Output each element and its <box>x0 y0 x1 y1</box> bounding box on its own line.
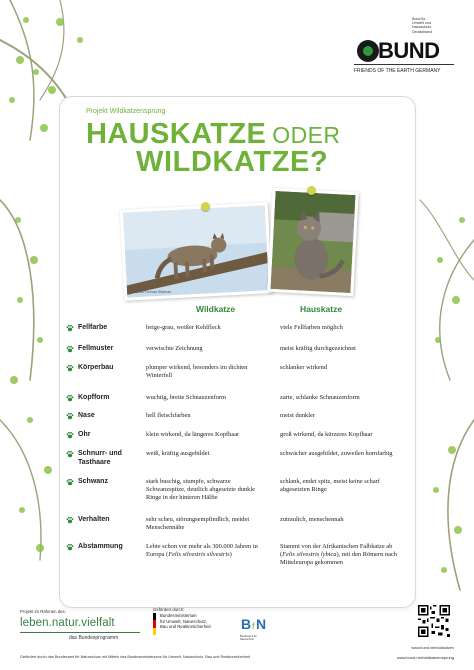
row-value-wildkatze: stark buschig, stumpfe, schwarze Schwanzspitze, deutlich abgesetzte dunkle Ringe in der hinteren Hälfte <box>146 478 255 502</box>
bund-logo <box>354 36 464 80</box>
project-kicker: Projekt Wildkatzensprung <box>86 108 166 115</box>
latin-name: Felis silvestris silvestris <box>168 551 230 559</box>
pin-icon <box>201 202 210 211</box>
housecat-photo <box>267 188 358 296</box>
wildcat-photo <box>120 202 273 301</box>
program-logo: leben.natur.vielfalt <box>20 617 115 629</box>
organization-name-line: Deutschland <box>412 29 432 34</box>
row-value-wildkatze: hell fleischfarben <box>146 412 191 419</box>
funding-credit: Gefördert durch das Bundesamt für Naturschutz mit Mitteln des Bundesministeriums für Umwelt, Naturschutz, Bau und Reaktorsicherheit <box>20 655 251 659</box>
paw-icon <box>66 324 74 332</box>
row-value-wildkatze: beige-grau, weißer Kehlfleck <box>146 324 221 331</box>
page-title-line-2: WILDKATZE? <box>136 146 329 178</box>
row-value-wildkatze: verwischte Zeichnung <box>146 345 203 352</box>
row-value-wildkatze: klein wirkend, da längeres Kopfhaar <box>146 431 240 438</box>
row-value-wildkatze <box>146 543 264 559</box>
row-value-hauskatze: groß wirkend, da kürzeres Kopfhaar <box>280 431 373 438</box>
row-value-wildkatze: sehr scheu, störungsempfindlich, meidet Menschennähe <box>146 516 250 532</box>
row-label: Körperbau <box>78 364 114 371</box>
row-label: Schwanz <box>78 478 108 485</box>
paw-icon <box>66 412 74 420</box>
row-value-hauskatze: schlanker wirkend <box>280 364 328 371</box>
bfn-logo <box>240 614 266 634</box>
row-value-hauskatze: schwächer ausgebildet, zuweilen hornfarbig <box>280 450 393 457</box>
paw-icon <box>66 450 74 458</box>
divider <box>354 64 454 65</box>
row-value-wildkatze: weiß, kräftig ausgebildet <box>146 450 210 457</box>
funded-label: Gefördert durch: <box>153 607 185 612</box>
row-label: Schnurr- und Tasthaare <box>78 450 122 466</box>
svg-text:B: B <box>241 616 252 632</box>
paw-icon <box>66 364 74 372</box>
qr-code[interactable] <box>418 605 450 637</box>
photo-credit: © BUND/Thomas Stephan <box>130 290 172 294</box>
row-label: Fellmuster <box>78 345 114 352</box>
qr-url: www.bund.net/wildkatzen <box>411 646 454 650</box>
organization-name-line: Naturschutz <box>412 25 432 30</box>
ministry-line: Bundesministerium <box>160 613 197 618</box>
row-value-hauskatze: meist kräftig durchgezeichnet <box>280 345 356 352</box>
paw-icon <box>66 478 74 486</box>
row-value-wildkatze: plumper wirkend, besonders im dichten Winterfell <box>146 364 248 380</box>
ministry-line: für Umwelt, Naturschutz, <box>160 618 208 624</box>
abstammung-wild-text: Lebte schon vor mehr als 300.000 Jahren in Europa ( <box>146 543 258 559</box>
row-value-hauskatze: meist dunkler <box>280 412 315 419</box>
row-value-hauskatze <box>280 543 408 568</box>
german-flag-icon <box>153 613 156 635</box>
title-connector: ODER <box>272 122 341 148</box>
svg-text:N: N <box>256 616 266 632</box>
paw-icon <box>66 345 74 353</box>
column-header-hauskatze: Hauskatze <box>300 304 343 314</box>
row-label: Abstammung <box>78 543 123 550</box>
paw-icon <box>66 394 74 402</box>
program-subtitle: das Bundesprogramm <box>69 635 119 641</box>
row-label: Fellfarbe <box>78 324 108 331</box>
ministry-name <box>160 613 240 630</box>
abstammung-wild-end: ) <box>229 551 232 559</box>
row-label: Kopfform <box>78 394 110 401</box>
row-value-wildkatze: wuchtig, breite Schnauzenform <box>146 394 227 401</box>
row-value-hauskatze: schlank, endet spitz, meist keine scharf abgesetzten Ringe <box>280 478 380 494</box>
row-label: Nase <box>78 412 95 419</box>
row-label: Ohr <box>78 431 91 438</box>
project-label: Projekt im Rahmen des: <box>20 609 66 614</box>
bund-logo-icon <box>357 40 379 62</box>
abstammung-house-text: Stammt von der Afrikanischen Falbkatze ab ( <box>280 543 393 559</box>
svg-text:f: f <box>252 621 255 631</box>
paw-icon <box>66 431 74 439</box>
bund-logo-subtitle: FRIENDS OF THE EARTH GERMANY <box>354 68 441 74</box>
row-value-hauskatze: viele Fellfarben möglich <box>280 324 343 331</box>
bfn-subtitle: Bundesamt für Naturschutz <box>240 635 257 641</box>
organization-name-line: Bund für <box>412 17 426 21</box>
bund-logo-word: BUND <box>378 38 440 63</box>
row-label: Verhalten <box>78 516 110 523</box>
row-value-hauskatze: zutraulich, menschennah <box>280 516 344 523</box>
paw-icon <box>66 543 74 551</box>
abstammung-house-end: ), mit den Römern nach Mitteleuropa gekommen <box>280 551 397 567</box>
row-value-hauskatze: zarte, schlanke Schnauzenform <box>280 394 360 401</box>
column-header-wildkatze: Wildkatze <box>196 304 236 314</box>
ministry-line: Bau und Reaktorsicherheit <box>160 624 211 629</box>
title-hauskatze: HAUSKATZE <box>86 118 267 150</box>
pin-icon <box>307 186 316 195</box>
divider <box>20 632 140 633</box>
paw-icon <box>66 516 74 524</box>
website-link[interactable]: www.bund.net/wildkatzensprung <box>396 655 454 660</box>
latin-name: Felis silvestris lybica <box>282 551 337 559</box>
organization-name <box>412 17 452 34</box>
organization-name-line: Umwelt und <box>412 21 431 26</box>
